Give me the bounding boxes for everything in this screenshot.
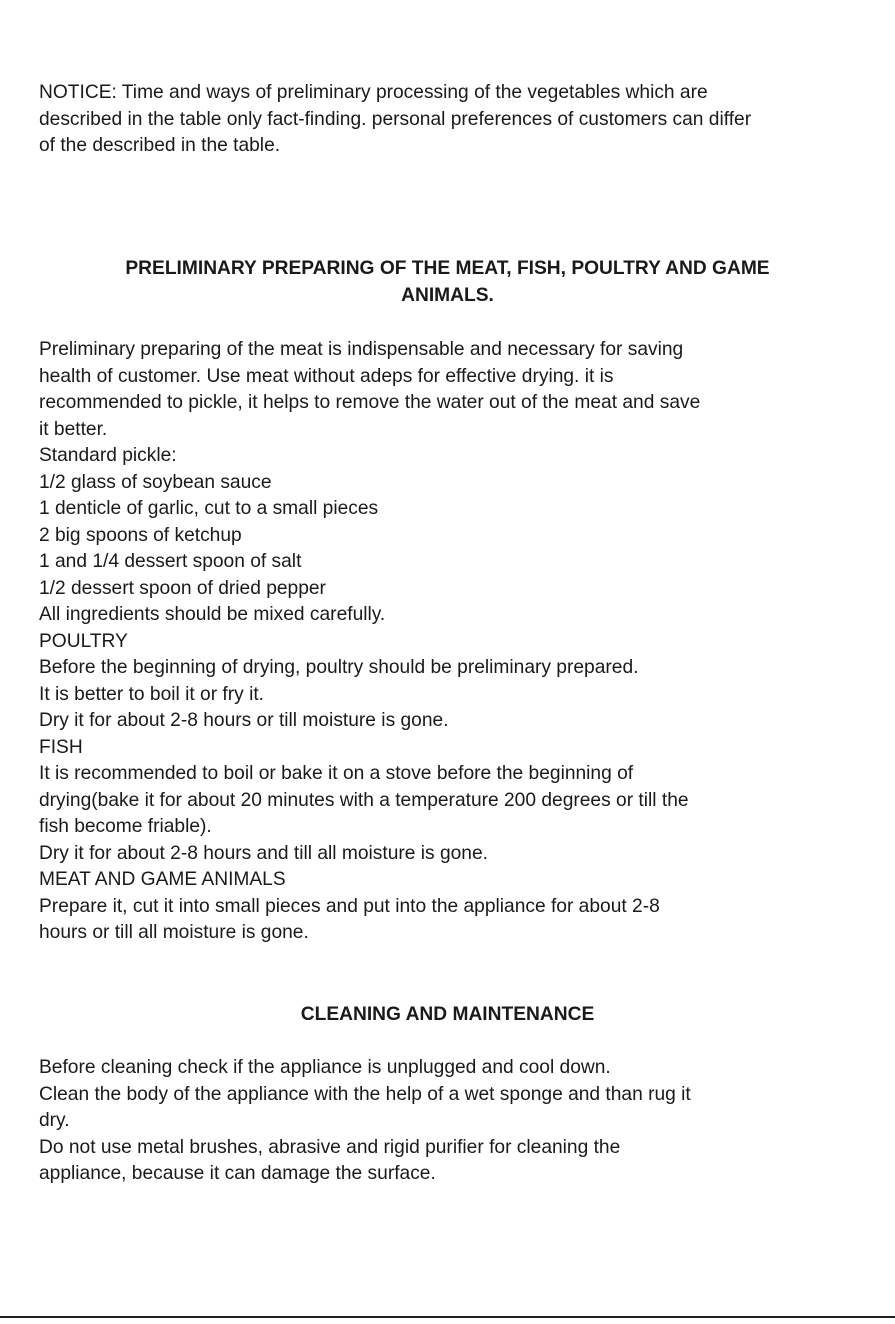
body-line: drying(bake it for about 20 minutes with a temperature 200 degrees or till the bbox=[39, 789, 689, 811]
subsection-label-meat-game: MEAT AND GAME ANIMALS bbox=[39, 869, 286, 890]
body-line: Dry it for about 2-8 hours and till all moisture is gone. bbox=[39, 842, 488, 864]
cleaning-section-heading bbox=[0, 1002, 895, 1029]
body-line: dry. bbox=[39, 1110, 70, 1131]
body-line: All ingredients should be mixed carefully. bbox=[39, 604, 386, 625]
body-line: 1 denticle of garlic, cut to a small pieces bbox=[39, 498, 379, 519]
notice-line: described in the table only fact-finding. personal preferences of customers can differ bbox=[39, 108, 752, 130]
body-line: Before the beginning of drying, poultry should be preliminary prepared. bbox=[39, 657, 639, 678]
body-line: 1 and 1/4 dessert spoon of salt bbox=[39, 551, 302, 572]
body-line: It is recommended to boil or bake it on a stove before the beginning of bbox=[39, 763, 634, 784]
body-line: 1/2 glass of soybean sauce bbox=[39, 471, 272, 493]
meat-section-body bbox=[39, 337, 859, 947]
body-line: fish become friable). bbox=[39, 816, 212, 837]
body-line: recommended to pickle, it helps to remove the water out of the meat and save bbox=[39, 392, 701, 413]
notice-line: of the described in the table. bbox=[39, 135, 281, 156]
body-line: hours or till all moisture is gone. bbox=[39, 922, 309, 943]
heading-line: CLEANING AND MAINTENANCE bbox=[300, 1004, 595, 1025]
subsection-label-poultry: POULTRY bbox=[39, 630, 128, 652]
body-line: Do not use metal brushes, abrasive and rigid purifier for cleaning the bbox=[39, 1136, 621, 1158]
subsection-label-fish: FISH bbox=[39, 736, 83, 758]
body-line: health of customer. Use meat without adeps for effective drying. it is bbox=[39, 365, 614, 387]
body-line: appliance, because it can damage the surface. bbox=[39, 1163, 436, 1184]
heading-line: PRELIMINARY PREPARING OF THE MEAT, FISH, POULTRY AND GAME bbox=[125, 258, 770, 279]
notice-paragraph bbox=[39, 80, 859, 160]
body-line: Prepare it, cut it into small pieces and put into the appliance for about 2-8 bbox=[39, 895, 660, 917]
cleaning-section-body bbox=[39, 1055, 859, 1188]
notice-line: NOTICE: Time and ways of preliminary processing of the vegetables which are bbox=[39, 82, 708, 103]
body-line: It is better to boil it or fry it. bbox=[39, 683, 264, 705]
body-line: it better. bbox=[39, 418, 108, 440]
meat-section-heading bbox=[0, 256, 895, 309]
heading-line: ANIMALS. bbox=[401, 284, 494, 306]
body-line: Standard pickle: bbox=[39, 445, 177, 466]
body-line: 1/2 dessert spoon of dried pepper bbox=[39, 577, 326, 599]
page-bottom-rule bbox=[0, 1316, 895, 1318]
body-line: Dry it for about 2-8 hours or till moisture is gone. bbox=[39, 710, 449, 731]
body-line: Before cleaning check if the appliance is unplugged and cool down. bbox=[39, 1057, 611, 1078]
body-line: Clean the body of the appliance with the help of a wet sponge and than rug it bbox=[39, 1083, 691, 1105]
body-line: Preliminary preparing of the meat is indispensable and necessary for saving bbox=[39, 339, 684, 360]
body-line: 2 big spoons of ketchup bbox=[39, 524, 242, 546]
